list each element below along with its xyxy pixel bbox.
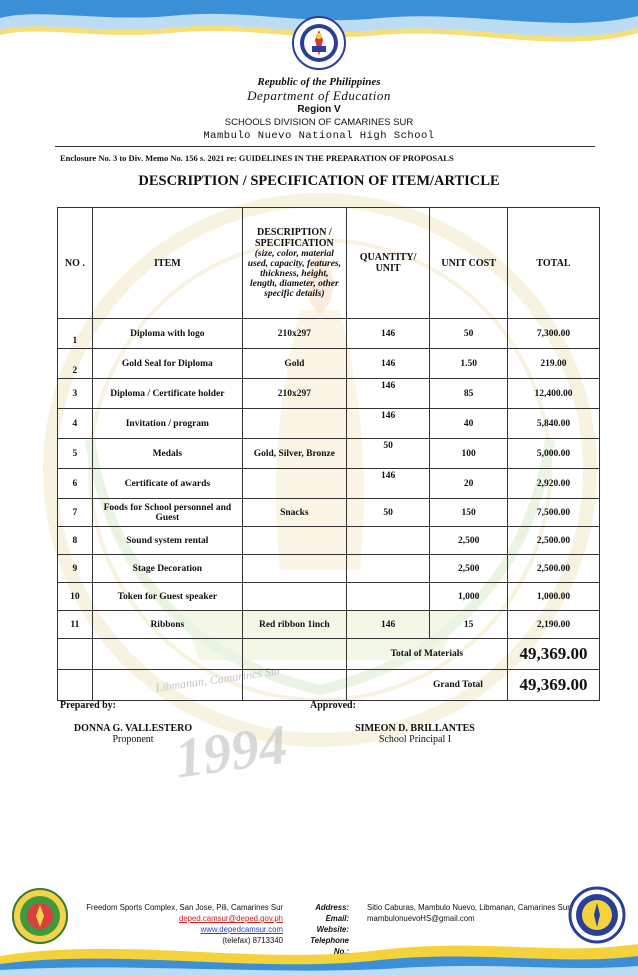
school-heading: Mambulo Nuevo National High School — [203, 130, 435, 142]
cell-item: Gold Seal for Diploma — [92, 349, 242, 379]
col-header-unit-cost: UNIT COST — [430, 208, 508, 319]
watermark-year: 1994 — [171, 713, 291, 791]
region-heading: Region V — [297, 104, 341, 115]
cell-description: Red ribbon 1inch — [242, 611, 346, 639]
cell-empty — [58, 639, 93, 670]
cell-empty — [92, 639, 242, 670]
cell-unit-cost: 15 — [430, 611, 508, 639]
cell-no: 4 — [58, 409, 93, 439]
col-header-no: NO . — [58, 208, 93, 319]
cell-unit-cost: 50 — [430, 319, 508, 349]
table-header-row — [58, 208, 600, 319]
cell-description — [242, 409, 346, 439]
header-divider — [55, 146, 595, 147]
cell-description: 210x297 — [242, 319, 346, 349]
cell-description: 210x297 — [242, 379, 346, 409]
table-row — [58, 349, 600, 379]
footer-label-phone: Telephone No.: — [310, 936, 349, 956]
cell-quantity: 146 — [346, 469, 430, 499]
cell-total: 2,500.00 — [507, 527, 599, 555]
col-header-description-title: DESCRIPTION / SPECIFICATION — [254, 227, 334, 249]
grand-total-label: Grand Total — [346, 670, 507, 701]
cell-item: Ribbons — [92, 611, 242, 639]
cell-unit-cost: 40 — [430, 409, 508, 439]
watermark-place: Libmanan, Camarines Sur — [154, 663, 283, 695]
table-row — [58, 499, 600, 527]
cell-quantity — [346, 583, 430, 611]
cell-empty — [242, 639, 346, 670]
cell-description — [242, 527, 346, 555]
cell-no: 5 — [58, 439, 93, 469]
cell-total: 219.00 — [507, 349, 599, 379]
cell-quantity: 146 — [346, 409, 430, 439]
cell-item: Invitation / program — [92, 409, 242, 439]
cell-total: 12,400.00 — [507, 379, 599, 409]
footer-division-website[interactable]: www.depedcamsur.com — [200, 925, 283, 934]
cell-total: 5,000.00 — [507, 439, 599, 469]
cell-no: 3 — [58, 379, 93, 409]
republic-heading: Republic of the Philippines — [257, 76, 381, 88]
total-materials-label: Total of Materials — [346, 639, 507, 670]
cell-unit-cost: 1,000 — [430, 583, 508, 611]
cell-unit-cost: 1.50 — [430, 349, 508, 379]
cell-description — [242, 583, 346, 611]
enclosure-note: Enclosure No. 3 to Div. Memo No. 156 s. 2021 re: GUIDELINES IN THE PREPARATION OF PROPOSALS — [60, 153, 454, 163]
cell-quantity: 146 — [346, 379, 430, 409]
cell-no: 6 — [58, 469, 93, 499]
deped-seal-icon — [292, 16, 346, 70]
col-header-quantity: QUANTITY/ UNIT — [346, 208, 430, 319]
cell-total: 1,000.00 — [507, 583, 599, 611]
cell-empty — [92, 670, 242, 701]
table-row — [58, 409, 600, 439]
approver-role: School Principal I — [378, 734, 452, 745]
total-materials-row — [58, 639, 600, 670]
items-table — [57, 207, 600, 701]
cell-quantity: 50 — [346, 499, 430, 527]
cell-quantity — [346, 555, 430, 583]
cell-quantity — [346, 527, 430, 555]
col-header-description — [242, 208, 346, 319]
cell-item: Diploma with logo — [92, 319, 242, 349]
table-row — [58, 319, 600, 349]
footer-label-website: Website: — [316, 925, 349, 934]
cell-no: 8 — [58, 527, 93, 555]
table-row — [58, 439, 600, 469]
cell-unit-cost: 2,500 — [430, 555, 508, 583]
cell-total: 2,500.00 — [507, 555, 599, 583]
cell-no: 9 — [58, 555, 93, 583]
table-row — [58, 527, 600, 555]
footer-division-phone: (telefax) 8713340 — [222, 936, 283, 945]
preparer-signature-block — [58, 723, 208, 745]
footer-school-contact — [367, 902, 570, 924]
table-row — [58, 469, 600, 499]
cell-description: Snacks — [242, 499, 346, 527]
cell-total: 5,840.00 — [507, 409, 599, 439]
cell-total: 7,500.00 — [507, 499, 599, 527]
cell-unit-cost: 2,500 — [430, 527, 508, 555]
cell-quantity: 146 — [346, 611, 430, 639]
approved-label: Approved: — [310, 700, 356, 711]
col-header-total: TOTAL — [507, 208, 599, 319]
cell-description — [242, 469, 346, 499]
col-header-description-details: (size, color, material used, capacity, features, thickness, height, length, diameter, other specific details) — [247, 249, 341, 299]
table-row — [58, 379, 600, 409]
cell-item: Stage Decoration — [92, 555, 242, 583]
footer-division-address: Freedom Sports Complex, San Jose, Pili, Camarines Sur — [86, 903, 283, 912]
cell-unit-cost: 100 — [430, 439, 508, 469]
footer-label-address: Address: — [315, 903, 349, 912]
footer-school-email[interactable]: mambulonuevoHS@gmail.com — [367, 914, 475, 923]
cell-unit-cost: 150 — [430, 499, 508, 527]
cell-item: Sound system rental — [92, 527, 242, 555]
cell-empty — [58, 670, 93, 701]
footer-label-email: Email: — [325, 914, 349, 923]
cell-no: 1 — [58, 319, 93, 349]
approver-signature-block — [335, 723, 495, 745]
table-row — [58, 555, 600, 583]
cell-item: Medals — [92, 439, 242, 469]
document-title: DESCRIPTION / SPECIFICATION OF ITEM/ARTICLE — [138, 173, 500, 189]
grand-total-row — [58, 670, 600, 701]
cell-description: Gold, Silver, Bronze — [242, 439, 346, 469]
cell-empty — [242, 670, 346, 701]
cell-description — [242, 555, 346, 583]
cell-no: 11 — [58, 611, 93, 639]
cell-total: 7,300.00 — [507, 319, 599, 349]
cell-quantity: 50 — [346, 439, 430, 469]
cell-item: Token for Guest speaker — [92, 583, 242, 611]
cell-no: 2 — [58, 349, 93, 379]
cell-quantity: 146 — [346, 319, 430, 349]
cell-total: 2,920.00 — [507, 469, 599, 499]
approver-name: SIMEON D. BRILLANTES — [355, 723, 475, 734]
col-header-item: ITEM — [92, 208, 242, 319]
table-row — [58, 583, 600, 611]
preparer-role: Proponent — [112, 734, 154, 745]
cell-item: Foods for School personnel and Guest — [92, 499, 242, 527]
table-row — [58, 611, 600, 639]
footer-school-address: Sitio Caburas, Mambulo Nuevo, Libmanan, Camarines Sur — [367, 903, 570, 912]
preparer-name: DONNA G. VALLESTERO — [73, 723, 193, 734]
cell-total: 2,190.00 — [507, 611, 599, 639]
department-heading: Department of Education — [247, 88, 391, 103]
cell-item: Certificate of awards — [92, 469, 242, 499]
prepared-by-label: Prepared by: — [60, 700, 117, 711]
footer-wave-decoration — [0, 926, 638, 976]
cell-unit-cost: 20 — [430, 469, 508, 499]
cell-no: 7 — [58, 499, 93, 527]
division-heading: SCHOOLS DIVISION OF CAMARINES SUR — [224, 117, 414, 128]
cell-unit-cost: 85 — [430, 379, 508, 409]
cell-description: Gold — [242, 349, 346, 379]
grand-total-value: 49,369.00 — [507, 670, 599, 701]
footer-division-email[interactable]: deped.camsur@deped.gov.ph — [178, 914, 283, 923]
cell-item: Diploma / Certificate holder — [92, 379, 242, 409]
total-materials-value: 49,369.00 — [507, 639, 599, 670]
cell-quantity: 146 — [346, 349, 430, 379]
cell-no: 10 — [58, 583, 93, 611]
